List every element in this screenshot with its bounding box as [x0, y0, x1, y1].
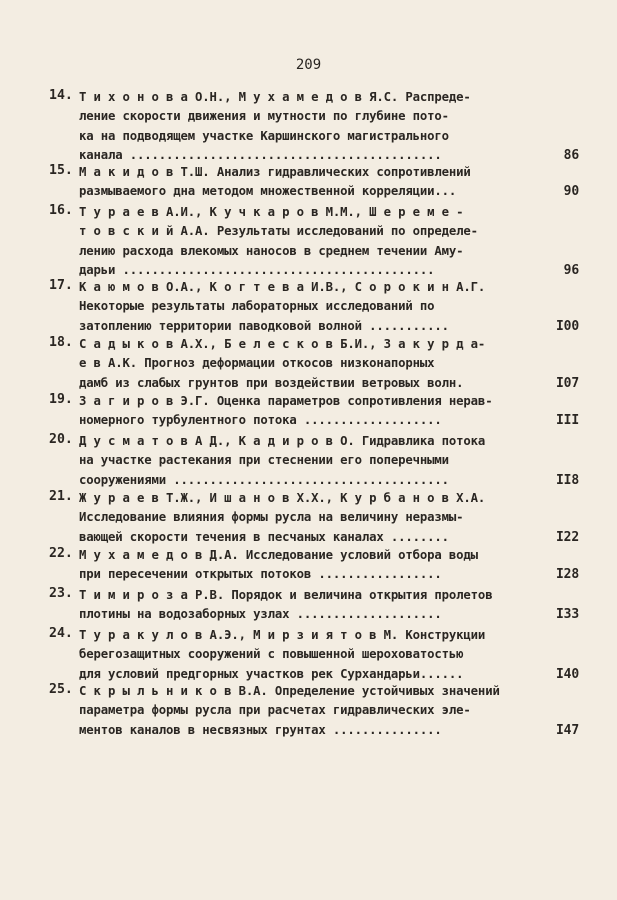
entry-line — [49, 411, 579, 430]
entry-line — [49, 645, 579, 664]
entry-number: 20. — [49, 432, 73, 447]
entry-number: 21. — [49, 489, 73, 504]
entry-text-line: Т и м и р о з а Р.В. Порядок и величина открытия пролетов — [79, 588, 493, 602]
entry-text-line: К а ю м о в О.А., К о г т е в а И.В., С о р о к и н А.Г. — [79, 280, 486, 294]
entry-line — [49, 508, 579, 527]
entry-text-line: сооружениями ...................................... — [79, 472, 449, 487]
entry-line — [49, 451, 579, 470]
entry-text-line: Исследование влияния формы русла на величину неразмы- — [79, 510, 464, 525]
entry-text-line: Т у р а к у л о в А.Э., М и р з и я т о в М. Конструкции — [79, 628, 486, 642]
entry-line — [49, 392, 579, 411]
entry-text-line: дамб из слабых грунтов при воздействии ветровых волн. — [79, 375, 464, 390]
toc-entry — [49, 489, 579, 547]
entry-text-line: М у х а м е д о в Д.А. Исследование условий отбора воды — [79, 548, 478, 562]
entry-text-line: для условий предгорных участков рек Сурхандарьи...... — [79, 666, 464, 681]
entry-line — [49, 721, 579, 740]
entry-text-line: ментов каналов в несвязных грунтах ............... — [79, 722, 442, 737]
toc-entry — [49, 203, 579, 281]
entry-text-line: ление скорости движения и мутности по глубине пото- — [79, 109, 449, 124]
entry-text-line: С к р ы л ь н и к о в В.А. Определение устойчивых значений — [79, 684, 500, 698]
toc-entry — [49, 682, 579, 740]
toc-entry — [49, 546, 579, 585]
entry-text-line: плотины на водозаборных узлах .................... — [79, 607, 442, 622]
entry-line — [49, 605, 579, 624]
entry-text-line: параметра формы русла при расчетах гидравлических эле- — [79, 703, 471, 718]
entry-page-number: 86 — [563, 148, 579, 164]
toc-entry — [49, 163, 579, 202]
entry-line — [49, 182, 579, 201]
entry-line — [49, 565, 579, 584]
entry-number: 22. — [49, 546, 73, 561]
entry-line — [49, 335, 579, 354]
entry-text-line: Д у с м а т о в А Д., К а д и р о в О. Гидравлика потока — [79, 434, 486, 448]
entry-page-number: III — [555, 413, 579, 429]
entry-line — [49, 127, 579, 146]
entry-line — [49, 586, 579, 605]
entry-text-line: на участке растекания при стеснении его поперечными — [79, 453, 449, 468]
entry-number: 14. — [49, 88, 73, 103]
entry-line — [49, 701, 579, 720]
entry-text-line: ка на подводящем участке Каршинского магистрального — [79, 128, 449, 143]
entry-line — [49, 546, 579, 565]
entry-text-line: размываемого дна методом множественной корреляции... — [79, 184, 457, 199]
entry-text-line: лению расхода влекомых наносов в среднем течении Аму- — [79, 243, 464, 258]
entry-text-line: Некоторые результаты лабораторных исследований по — [79, 299, 435, 314]
entry-line — [49, 489, 579, 508]
entry-line — [49, 471, 579, 490]
entry-line — [49, 203, 579, 222]
entry-text-line: Т у р а е в А.И., К у ч к а р о в М.М., Ш е р е м е - — [79, 205, 464, 219]
toc-entry — [49, 278, 579, 336]
entry-page-number: I47 — [555, 722, 579, 738]
entry-page-number: I28 — [555, 567, 579, 583]
page-number: 209 — [295, 57, 322, 73]
toc-entry — [49, 88, 579, 166]
entry-page-number: 90 — [563, 184, 579, 200]
entry-line — [49, 317, 579, 336]
entry-number: 25. — [49, 682, 73, 697]
entry-text-line: Ж у р а е в Т.Ж., И ш а н о в Х.Х., К у р б а н о в Х.А. — [79, 491, 486, 505]
entry-text-line: С а д ы к о в А.Х., Б е л е с к о в Б.И., З а к у р д а- — [79, 337, 486, 351]
entry-page-number: I33 — [555, 607, 579, 623]
entry-page-number: I00 — [555, 318, 579, 334]
entry-line — [49, 374, 579, 393]
entry-number: 24. — [49, 626, 73, 641]
entry-page-number: I07 — [555, 375, 579, 391]
entry-number: 17. — [49, 278, 73, 293]
entry-number: 18. — [49, 335, 73, 350]
entry-page-number: II8 — [555, 472, 579, 488]
entry-number: 23. — [49, 586, 73, 601]
entry-number: 16. — [49, 203, 73, 218]
entry-number: 19. — [49, 392, 73, 407]
entry-text-line: Т и х о н о в а О.Н., М у х а м е д о в Я.С. Распреде- — [79, 90, 471, 104]
entry-page-number: I40 — [555, 666, 579, 682]
entry-text-line: т о в с к и й А.А. Результаты исследований по определе- — [79, 224, 478, 239]
entry-page-number: 96 — [563, 263, 579, 279]
entry-line — [49, 528, 579, 547]
entry-line — [49, 354, 579, 373]
toc-entry — [49, 432, 579, 490]
entry-line — [49, 222, 579, 241]
entry-page-number: I22 — [555, 529, 579, 545]
toc-entry — [49, 586, 579, 625]
entry-line — [49, 107, 579, 126]
entry-line — [49, 88, 579, 107]
entry-line — [49, 242, 579, 261]
entry-text-line: М а к и д о в Т.Ш. Анализ гидравлических сопротивлений — [79, 165, 471, 179]
entry-line — [49, 163, 579, 182]
entry-number: 15. — [49, 163, 73, 178]
entry-text-line: канала ........................................... — [79, 148, 442, 163]
entry-line — [49, 297, 579, 316]
entry-line — [49, 432, 579, 451]
entry-text-line: е в А.К. Прогноз деформации откосов низконапорных — [79, 356, 435, 371]
entry-text-line: затоплению территории паводковой волной ........... — [79, 318, 449, 333]
toc-entry — [49, 626, 579, 684]
entry-text-line: номерного турбулентного потока ................... — [79, 413, 442, 428]
entry-text-line: при пересечении открытых потоков ................. — [79, 567, 442, 582]
entry-text-line: дарьи ........................................... — [79, 263, 435, 278]
toc-entry — [49, 335, 579, 393]
entry-text-line: вающей скорости течения в песчаных каналах ........ — [79, 529, 449, 544]
entry-text-line: З а г и р о в Э.Г. Оценка параметров сопротивления нерав- — [79, 394, 493, 408]
entry-line — [49, 278, 579, 297]
entry-line — [49, 626, 579, 645]
entry-text-line: берегозащитных сооружений с повышенной шероховатостью — [79, 647, 464, 662]
toc-entry — [49, 392, 579, 431]
entry-line — [49, 682, 579, 701]
